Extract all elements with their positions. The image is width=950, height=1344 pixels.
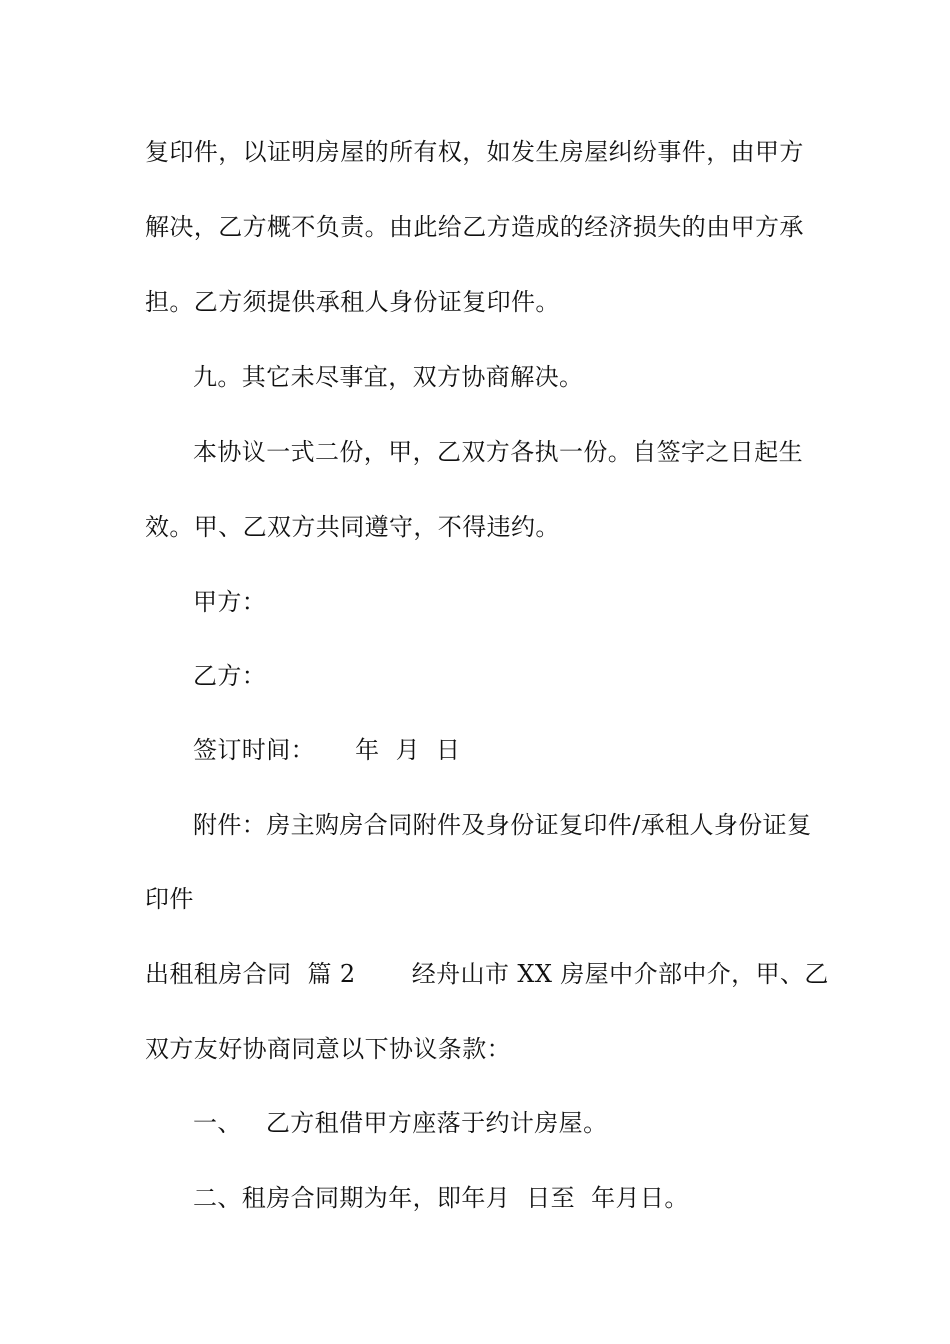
clause-nine: 九。其它未尽事宜，双方协商解决。 [193, 363, 584, 391]
attachment-line: 附件：房主购房合同附件及身份证复印件/承租人身份证复 [193, 811, 812, 839]
paragraph-line: 效。甲、乙双方共同遵守，不得违约。 [145, 513, 560, 541]
clause-one: 一、 乙方租借甲方座落于约计房屋。 [193, 1109, 608, 1137]
paragraph-line: 解决，乙方概不负责。由此给乙方造成的经济损失的由甲方承 [145, 213, 804, 241]
contract-heading-line: 出租租房合同 篇 2 经舟山市 XX 房屋中介部中介，甲、乙 [145, 960, 829, 988]
paragraph-line: 双方友好协商同意以下协议条款： [145, 1035, 511, 1063]
paragraph-line: 复印件，以证明房屋的所有权，如发生房屋纠纷事件，由甲方 [145, 138, 804, 166]
signing-date-line: 签订时间： 年 月 日 [193, 736, 461, 764]
clause-two: 二、租房合同期为年，即年月 日至 年月日。 [193, 1184, 689, 1212]
party-b-label: 乙方： [193, 662, 267, 690]
party-a-label: 甲方： [193, 588, 267, 616]
paragraph-line: 担。乙方须提供承租人身份证复印件。 [145, 288, 560, 316]
paragraph-line: 本协议一式二份，甲，乙双方各执一份。自签字之日起生 [193, 438, 803, 466]
paragraph-line: 印件 [145, 885, 194, 913]
